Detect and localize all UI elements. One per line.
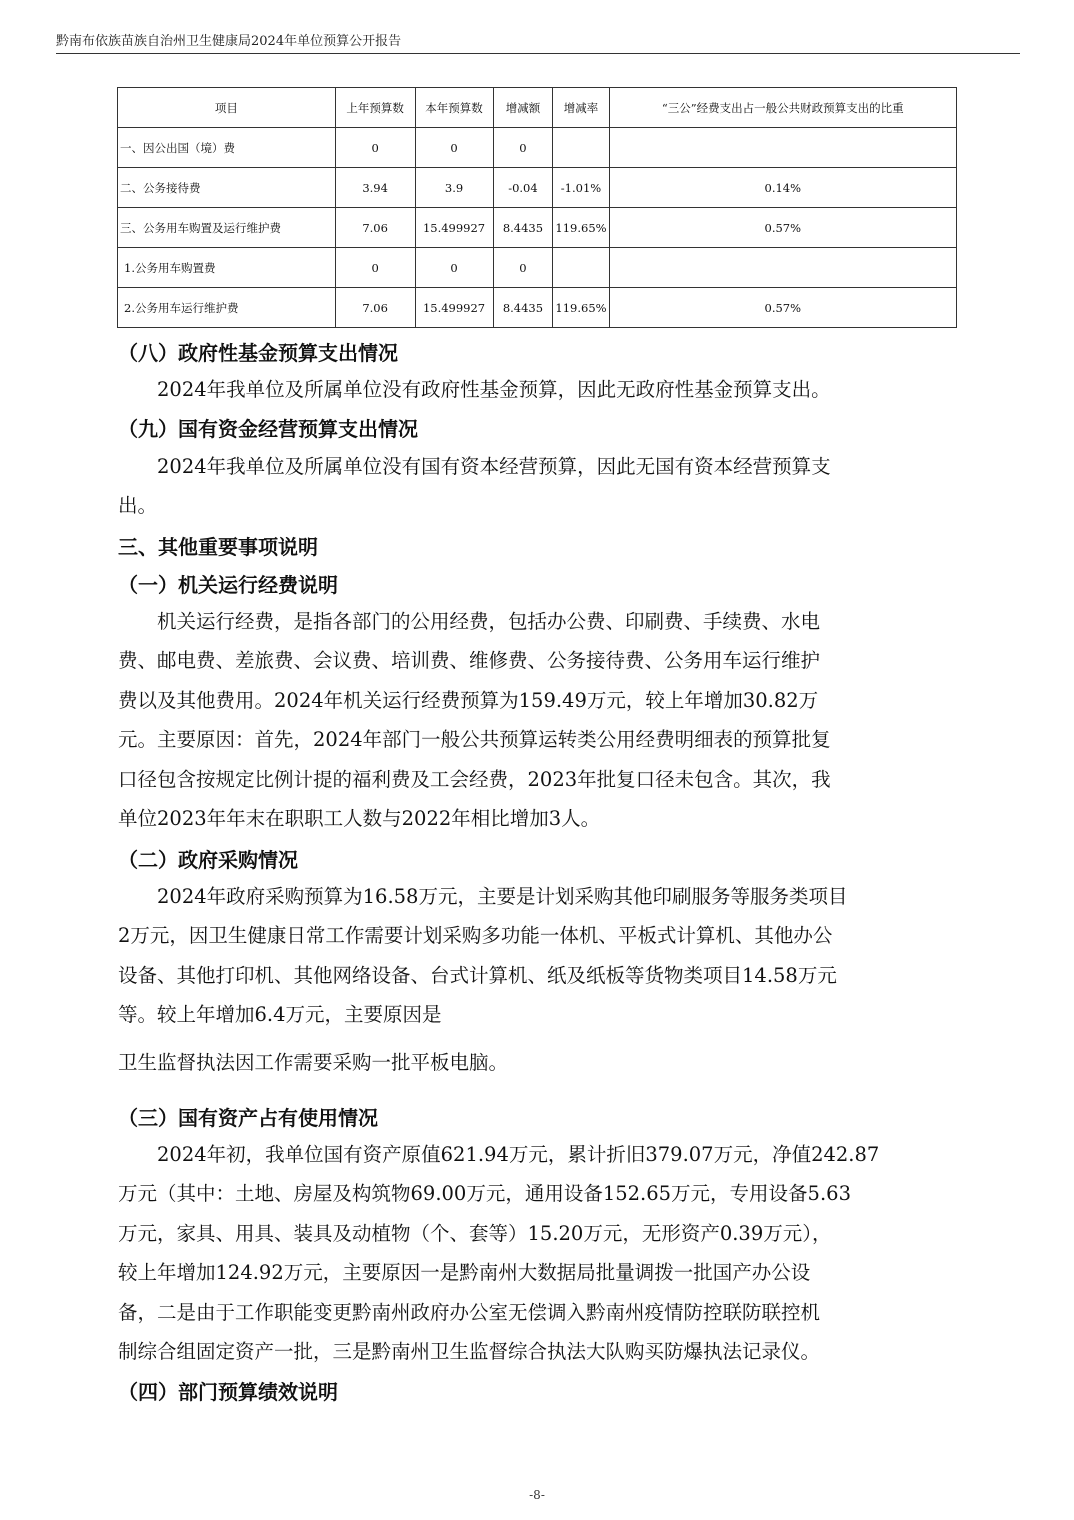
table-row — [118, 248, 957, 288]
table-cell — [553, 248, 609, 288]
three-public-expenses-table — [117, 87, 957, 328]
table-cell: 15.499927 — [415, 288, 493, 328]
section-heading-8: （八）政府性基金预算支出情况 — [118, 341, 398, 365]
paragraph-line: 2024年政府采购预算为16.58万元，主要是计划采购其他印刷服务等服务类项目 — [157, 885, 848, 908]
table-cell: 0 — [335, 248, 415, 288]
table-cell: -0.04 — [493, 168, 553, 208]
table-cell: 二、公务接待费 — [118, 168, 336, 208]
table-header-row — [118, 88, 957, 128]
paragraph-line: 万元（其中：土地、房屋及构筑物69.00万元，通用设备152.65万元，专用设备5.63 — [118, 1182, 851, 1206]
table-cell: 三、公务用车购置及运行维护费 — [118, 208, 336, 248]
subsection-heading-3: （三）国有资产占有使用情况 — [118, 1106, 378, 1130]
header-rule — [56, 53, 1020, 54]
table-cell — [609, 128, 956, 168]
subsection-2-continuation — [118, 1043, 948, 1082]
section-8-paragraph — [118, 370, 948, 409]
paragraph-line: 备，二是由于工作职能变更黔南州政府办公室无偿调入黔南州疫情防控联防联控机 — [118, 1300, 821, 1324]
table-cell: 0.14% — [609, 168, 956, 208]
paragraph-line: 2024年我单位及所属单位没有政府性基金预算，因此无政府性基金预算支出。 — [157, 378, 831, 401]
paragraph-line: 制综合组固定资产一批，三是黔南州卫生监督综合执法大队购买防爆执法记录仪。 — [118, 1339, 821, 1363]
table-cell: 15.499927 — [415, 208, 493, 248]
table-cell: 8.4435 — [493, 208, 553, 248]
table-cell: 3.9 — [415, 168, 493, 208]
subsection-3-paragraph — [118, 1135, 948, 1371]
paragraph-line: 费以及其他费用。2024年机关运行经费预算为159.49万元，较上年增加30.82万 — [118, 688, 819, 712]
subsection-heading-1: （一）机关运行经费说明 — [118, 573, 338, 597]
subsection-2-paragraph — [118, 877, 948, 1035]
table-header-cell: 增减率 — [553, 88, 609, 128]
paragraph-line: 单位2023年年末在职职工人数与2022年相比增加3人。 — [118, 806, 601, 830]
table-cell: 2.公务用车运行维护费 — [118, 288, 336, 328]
paragraph-line: 机关运行经费，是指各部门的公用经费，包括办公费、印刷费、手续费、水电 — [157, 610, 821, 633]
table-row — [118, 168, 957, 208]
paragraph-line: 2024年我单位及所属单位没有国有资本经营预算，因此无国有资本经营预算支 — [157, 455, 831, 478]
paragraph-line: 较上年增加124.92万元，主要原因一是黔南州大数据局批量调拨一批国产办公设 — [118, 1261, 811, 1285]
table-cell: 一、因公出国（境）费 — [118, 128, 336, 168]
table-cell: 0.57% — [609, 208, 956, 248]
section-heading-9: （九）国有资金经营预算支出情况 — [118, 417, 418, 441]
paragraph-line: 等。较上年增加6.4万元，主要原因是 — [118, 1003, 442, 1027]
table-cell: 119.65% — [553, 288, 609, 328]
table-cell: 7.06 — [335, 288, 415, 328]
table-cell: 0 — [335, 128, 415, 168]
paragraph-line: 万元，家具、用具、装具及动植物（个、套等）15.20万元，无形资产0.39万元）， — [118, 1221, 832, 1245]
table-cell: 0 — [493, 248, 553, 288]
page-header: 黔南布依族苗族自治州卫生健康局2024年单位预算公开报告 — [56, 34, 402, 49]
table-cell — [553, 128, 609, 168]
table-cell: 1.公务用车购置费 — [118, 248, 336, 288]
table-cell: 3.94 — [335, 168, 415, 208]
table-row — [118, 288, 957, 328]
section-9-paragraph — [118, 447, 948, 526]
table-header-cell: 本年预算数 — [415, 88, 493, 128]
table-cell: 0 — [415, 128, 493, 168]
paragraph-line: 设备、其他打印机、其他网络设备、台式计算机、纸及纸板等货物类项目14.58万元 — [118, 963, 837, 987]
table-cell: 8.4435 — [493, 288, 553, 328]
subsection-heading-4: （四）部门预算绩效说明 — [118, 1380, 338, 1404]
paragraph-line: 元。主要原因：首先，2024年部门一般公共预算运转类公用经费明细表的预算批复 — [118, 728, 831, 752]
table-row — [118, 208, 957, 248]
paragraph-line: 口径包含按规定比例计提的福利费及工会经费，2023年批复口径未包含。其次，我 — [118, 767, 831, 791]
paragraph-line: 费、邮电费、差旅费、会议费、培训费、维修费、公务接待费、公务用车运行维护 — [118, 649, 821, 673]
part-3-heading: 三、其他重要事项说明 — [118, 535, 318, 559]
paragraph-line: 出。 — [118, 494, 158, 518]
subsection-1-paragraph — [118, 602, 948, 838]
table-row — [118, 128, 957, 168]
table-header-cell: 增减额 — [493, 88, 553, 128]
paragraph-line: 2万元，因卫生健康日常工作需要计划采购多功能一体机、平板式计算机、其他办公 — [118, 924, 833, 948]
table-header-cell: “三公”经费支出占一般公共财政预算支出的比重 — [609, 88, 956, 128]
subsection-heading-2: （二）政府采购情况 — [118, 848, 298, 872]
table-header-cell: 项目 — [118, 88, 336, 128]
paragraph-line: 卫生监督执法因工作需要采购一批平板电脑。 — [118, 1051, 509, 1074]
table-cell: 0 — [415, 248, 493, 288]
table-cell: 7.06 — [335, 208, 415, 248]
table-cell: 119.65% — [553, 208, 609, 248]
table-cell: -1.01% — [553, 168, 609, 208]
table-cell: 0.57% — [609, 288, 956, 328]
table-cell — [609, 248, 956, 288]
paragraph-line: 2024年初，我单位国有资产原值621.94万元，累计折旧379.07万元，净值242.87 — [157, 1143, 880, 1166]
table-header-cell: 上年预算数 — [335, 88, 415, 128]
table-cell: 0 — [493, 128, 553, 168]
page-number: -8- — [529, 1488, 545, 1502]
